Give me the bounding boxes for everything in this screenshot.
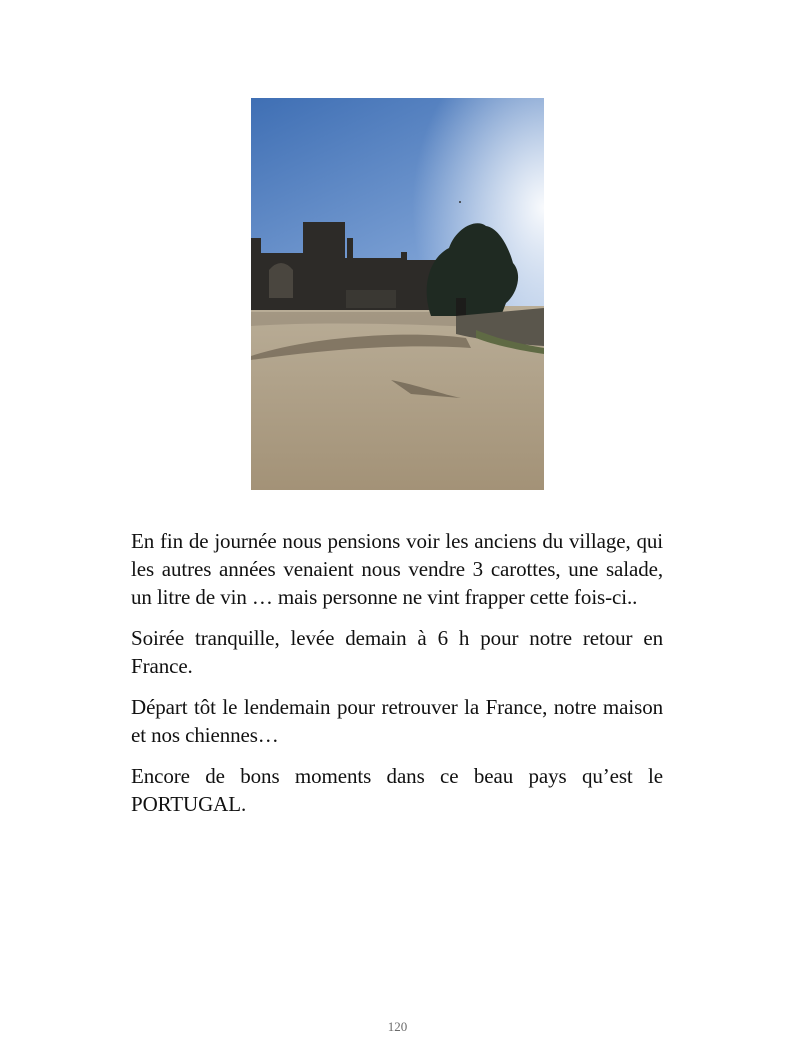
paragraph: Départ tôt le lendemain pour retrouver la France, notre maison et nos chiennes… [131, 695, 663, 747]
page-number: 120 [387, 1019, 408, 1034]
paragraph: Encore de bons moments dans ce beau pays qu’est le PORTUGAL. [131, 764, 663, 816]
village-square-photo [251, 98, 544, 490]
paragraph: En fin de journée nous pensions voir les anciens du village, qui les autres années venaient nous vendre 3 carottes, une salade, un litre de vin … mais personne ne vint frapper cette fois-ci.. [131, 529, 663, 609]
body-text [131, 527, 663, 831]
paragraph: Soirée tranquille, levée demain à 6 h pour notre retour en France. [131, 626, 663, 678]
